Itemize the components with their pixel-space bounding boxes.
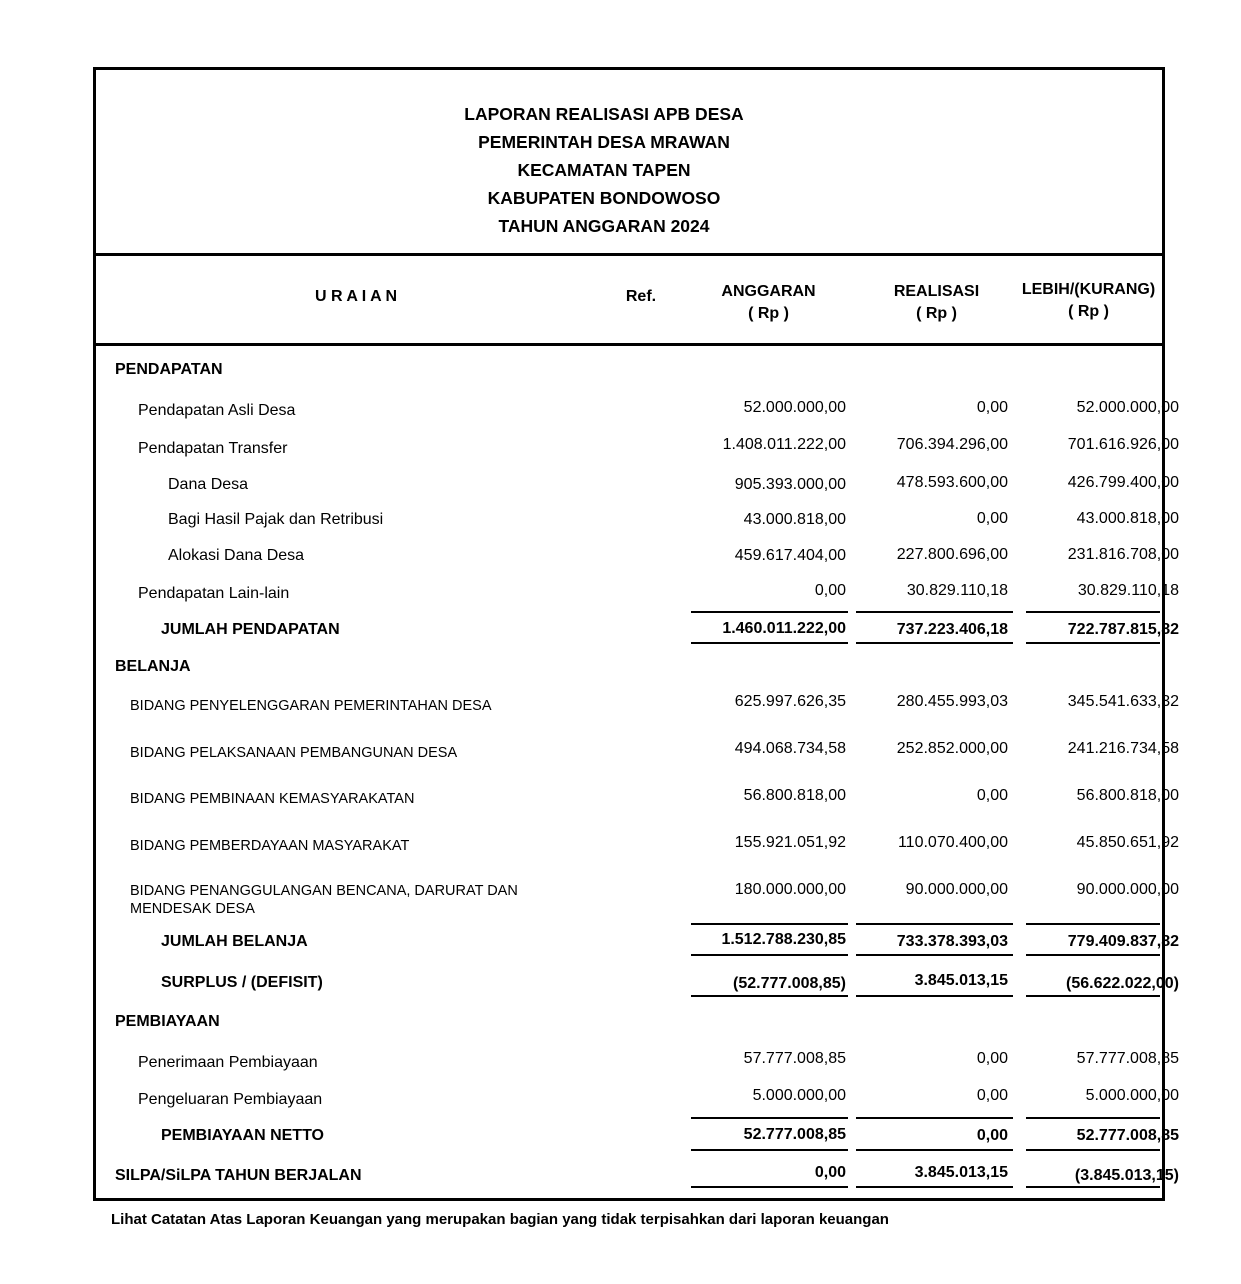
anggaran-value: 57.777.008,85	[743, 1050, 846, 1067]
anggaran-value: 56.800.818,00	[743, 787, 846, 804]
column-header-ref: Ref.	[625, 288, 657, 305]
anggaran-value: 1.512.788.230,85	[721, 931, 846, 948]
row-label: Pengeluaran Pembiayaan	[138, 1091, 323, 1108]
row-label: Pendapatan Asli Desa	[138, 402, 296, 419]
anggaran-value: 0,00	[814, 1164, 846, 1181]
lebih-value: 52.000.000,00	[1076, 399, 1179, 416]
subtotal-rule	[856, 1117, 1013, 1119]
lebih-value: (56.622.022,00)	[1066, 975, 1179, 992]
anggaran-value: (52.777.008,85)	[733, 975, 846, 992]
row-label: Bagi Hasil Pajak dan Retribusi	[168, 511, 384, 528]
anggaran-value: 155.921.051,92	[734, 834, 846, 851]
realisasi-value: 110.070.400,00	[897, 834, 1008, 851]
subtotal-rule	[856, 923, 1013, 925]
row-label: BIDANG PENYELENGGARAN PEMERINTAHAN DESA	[130, 698, 492, 714]
lebih-value: 345.541.633,32	[1067, 693, 1179, 710]
realisasi-value: 3.845.013,15	[914, 1164, 1008, 1181]
anggaran-value: 5.000.000,00	[752, 1087, 846, 1104]
total-rule	[1026, 1186, 1160, 1188]
lebih-label: LEBIH/(KURANG)	[1021, 281, 1156, 298]
anggaran-value: 625.997.626,35	[734, 693, 846, 710]
subtotal-rule	[1026, 611, 1160, 613]
lebih-value: 52.777.008,85	[1076, 1127, 1179, 1144]
realisasi-value: 280.455.993,03	[896, 693, 1008, 710]
realisasi-value: 478.593.600,00	[896, 474, 1008, 491]
realisasi-value: 0,00	[976, 399, 1008, 416]
lebih-value: 701.616.926,00	[1067, 436, 1179, 453]
regency-name: KABUPATEN BONDOWOSO	[487, 188, 721, 208]
anggaran-value: 1.460.011.222,00	[722, 620, 846, 637]
lebih-value: 779.409.837,82	[1067, 933, 1179, 950]
row-label: Pendapatan Lain-lain	[138, 585, 290, 602]
total-rule	[691, 954, 848, 956]
realisasi-label: REALISASI	[893, 283, 980, 300]
total-rule	[1026, 642, 1160, 644]
fiscal-year: TAHUN ANGGARAN 2024	[498, 216, 710, 236]
realisasi-value: 0,00	[976, 787, 1008, 804]
lebih-value: 57.777.008,85	[1076, 1050, 1179, 1067]
village-name: PEMERINTAH DESA MRAWAN	[478, 132, 730, 152]
anggaran-value: 905.393.000,00	[734, 476, 846, 493]
realisasi-value: 0,00	[976, 1127, 1008, 1144]
subtotal-rule	[1026, 923, 1160, 925]
total-rule	[1026, 1149, 1160, 1151]
row-label: BIDANG PEMBERDAYAAN MASYARAKAT	[130, 838, 410, 854]
total-rule	[1026, 954, 1160, 956]
total-rule	[856, 954, 1013, 956]
report-title: LAPORAN REALISASI APB DESA	[464, 104, 744, 124]
realisasi-value: 706.394.296,00	[896, 436, 1008, 453]
total-rule	[856, 1149, 1013, 1151]
total-rule	[1026, 995, 1160, 997]
total-rule	[691, 642, 848, 644]
section-heading-belanja: BELANJA	[115, 658, 191, 675]
lebih-value: 5.000.000,00	[1085, 1087, 1179, 1104]
lebih-value: 722.787.815,82	[1067, 621, 1179, 638]
realisasi-value: 3.845.013,15	[914, 972, 1008, 989]
anggaran-value: 43.000.818,00	[743, 511, 846, 528]
column-header-lebih-kurang	[1016, 279, 1161, 323]
total-rule	[691, 1186, 848, 1188]
section-heading-pendapatan: PENDAPATAN	[115, 361, 223, 378]
row-label: Penerimaan Pembiayaan	[138, 1054, 318, 1071]
row-label-line2: MENDESAK DESA	[130, 901, 255, 917]
anggaran-value: 494.068.734,58	[734, 740, 846, 757]
total-rule	[691, 1149, 848, 1151]
anggaran-label: ANGGARAN	[721, 283, 816, 300]
row-label: SILPA/SiLPA TAHUN BERJALAN	[115, 1167, 362, 1184]
total-rule	[856, 642, 1013, 644]
anggaran-value: 52.777.008,85	[743, 1126, 846, 1143]
anggaran-value: 52.000.000,00	[743, 399, 846, 416]
lebih-unit: ( Rp )	[1068, 303, 1109, 320]
lebih-value: 231.816.708,00	[1067, 546, 1179, 563]
column-header-uraian: U R A I A N	[314, 288, 398, 305]
lebih-value: 45.850.651,92	[1076, 834, 1179, 851]
anggaran-value: 0,00	[814, 582, 846, 599]
district-name: KECAMATAN TAPEN	[517, 160, 691, 180]
realisasi-value: 0,00	[976, 1050, 1008, 1067]
lebih-value: 56.800.818,00	[1076, 787, 1179, 804]
footnote: Lihat Catatan Atas Laporan Keuangan yang merupakan bagian yang tidak terpisahkan dari laporan keuangan	[111, 1211, 889, 1228]
row-label: PEMBIAYAAN NETTO	[161, 1127, 324, 1144]
column-header-anggaran	[691, 281, 846, 325]
realisasi-value: 90.000.000,00	[905, 881, 1008, 898]
total-rule	[691, 995, 848, 997]
lebih-value: 43.000.818,00	[1076, 510, 1179, 527]
realisasi-value: 733.378.393,03	[896, 933, 1008, 950]
report-header	[96, 70, 1162, 256]
subtotal-rule	[691, 611, 848, 613]
lebih-value: 241.216.734,58	[1067, 740, 1179, 757]
total-rule	[856, 995, 1013, 997]
subtotal-rule	[691, 923, 848, 925]
realisasi-unit: ( Rp )	[916, 305, 957, 322]
row-label-line1: BIDANG PENANGGULANGAN BENCANA, DARURAT DAN	[130, 883, 518, 899]
realisasi-value: 252.852.000,00	[896, 740, 1008, 757]
realisasi-value: 0,00	[976, 510, 1008, 527]
realisasi-value: 30.829.110,18	[906, 582, 1008, 599]
realisasi-value: 227.800.696,00	[896, 546, 1008, 563]
realisasi-value: 0,00	[976, 1087, 1008, 1104]
row-label: BIDANG PEMBINAAN KEMASYARAKATAN	[130, 791, 415, 807]
anggaran-value: 459.617.404,00	[734, 547, 846, 564]
anggaran-unit: ( Rp )	[748, 305, 789, 322]
row-label: BIDANG PELAKSANAAN PEMBANGUNAN DESA	[130, 745, 458, 761]
row-label: JUMLAH BELANJA	[161, 933, 308, 950]
column-header-realisasi	[859, 281, 1014, 325]
row-label: Pendapatan Transfer	[138, 440, 288, 457]
column-header-row	[96, 256, 1162, 346]
section-heading-pembiayaan: PEMBIAYAAN	[115, 1013, 220, 1030]
lebih-value: 90.000.000,00	[1076, 881, 1179, 898]
lebih-value: 426.799.400,00	[1067, 474, 1179, 491]
total-rule	[856, 1186, 1013, 1188]
lebih-value: (3.845.013,15)	[1074, 1167, 1179, 1184]
subtotal-rule	[691, 1117, 848, 1119]
report-frame	[93, 67, 1179, 1201]
row-label: Dana Desa	[168, 476, 249, 493]
anggaran-value: 1.408.011.222,00	[722, 436, 846, 453]
row-label: SURPLUS / (DEFISIT)	[161, 974, 323, 991]
realisasi-value: 737.223.406,18	[896, 621, 1008, 638]
row-label: JUMLAH PENDAPATAN	[161, 621, 340, 638]
subtotal-rule	[856, 611, 1013, 613]
anggaran-value: 180.000.000,00	[734, 881, 846, 898]
subtotal-rule	[1026, 1117, 1160, 1119]
lebih-value: 30.829.110,18	[1077, 582, 1179, 599]
row-label: Alokasi Dana Desa	[168, 547, 305, 564]
